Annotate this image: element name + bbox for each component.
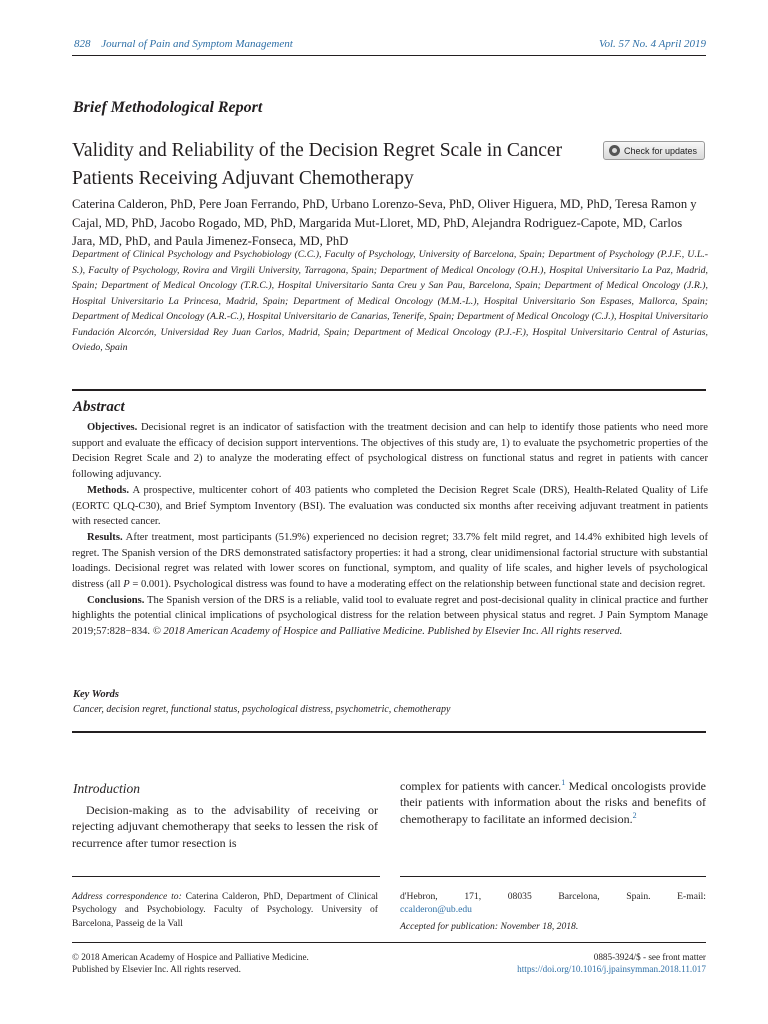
footnote-rule-right xyxy=(400,876,706,877)
introduction-heading: Introduction xyxy=(73,781,140,796)
intro-paragraph-continued xyxy=(400,778,706,827)
header-divider xyxy=(72,55,706,56)
address-word: 08035 xyxy=(507,891,532,902)
footer-rule xyxy=(72,942,706,943)
methods-label: Methods. xyxy=(87,484,130,496)
copyright-footer xyxy=(72,951,309,976)
address-word: Spain. xyxy=(626,891,651,902)
keywords-text: Cancer, decision regret, functional status, psychological distress, psychometric, chemotherapy xyxy=(73,704,451,715)
reference-link-1[interactable]: 1 xyxy=(561,778,566,787)
citation: J Pain Symptom Manage 2019;57:828−834. xyxy=(72,610,708,638)
running-header-left xyxy=(74,38,293,50)
affiliations: Department of Clinical Psychology and Psychobiology (C.C.), Faculty of Psychology, University of Barcelona, Spain; Department of Psychology (P.J.F., U.L.-S.), Faculty of Psychology, Rovira and Virgili University, Tarragona, Spain; Department of Medical Oncology (O.H.), Hospital Universitario La Paz, Madrid, Spain; Department of Medical Oncology (T.R.C.), Hospital Universitario Santa Creu y San Pau, Barcelona, Spain; Department of Medical Oncology (J.R.), Hospital Universitario La Princesa, Madrid, Spain; Department of Medical Oncology (M.M.-L.), Hospital Universitario Son Espases, Mallorca, Spain; Department of Medical Oncology (A.R.-C.), Hospital Universitario de Canarias, Tenerife, Spain; Department of Medical Oncology (C.J.), Hospital Universitario Fundación Alcorcón, Universidad Rey Juan Carlos, Madrid, Spain; Department of Medical Oncology (P.J.-F.), Hospital Universitario Central of Asturias, Oviedo, Spain xyxy=(72,249,708,353)
address-word: 171, xyxy=(464,891,482,902)
objectives-label: Objectives. xyxy=(87,422,138,433)
results-text-a: After treatment, most participants (51.9%) experienced no decision regret; 33.7% felt mild regret, and 14.4% exhibited high levels of regret. The Spanish version of the DRS demonstrated satisfactory properties: it had a strong, clear unidimensional factorial structure with substantial loadings. Decisional regret was related with lower scores on functional, symptom, and quality of life scales, and higher levels of psychological distress (all xyxy=(72,531,708,591)
results-text-b: = 0.001). Psychological distress was found to have a moderating effect on the relationship between functional state and decision regret. xyxy=(129,579,706,591)
intro-paragraph: Decision-making as to the advisability of receiving or rejecting adjuvant chemotherapy that seeks to lessen the risk of recurrence after tumor resection is xyxy=(72,803,378,850)
keywords-bottom-rule xyxy=(72,731,706,733)
doi-link[interactable]: https://doi.org/10.1016/j.jpainsymman.2018.11.017 xyxy=(517,964,706,975)
copyright-line-1: © 2018 American Academy of Hospice and Palliative Medicine. xyxy=(72,952,309,962)
article-type: Brief Methodological Report xyxy=(73,99,263,116)
abstract-results xyxy=(72,530,708,593)
intro-left-column xyxy=(72,802,378,851)
address-label: Address correspondence to: xyxy=(72,891,182,902)
address-word: d'Hebron, xyxy=(400,891,438,902)
conclusions-label: Conclusions. xyxy=(87,594,145,606)
check-updates-label: Check for updates xyxy=(624,145,698,156)
issue-info: Vol. 57 No. 4 April 2019 xyxy=(598,38,706,50)
keywords-heading: Key Words xyxy=(73,689,119,700)
accepted-date: Accepted for publication: November 18, 2018. xyxy=(400,920,579,932)
copyright-line-2: Published by Elsevier Inc. All rights reserved. xyxy=(72,964,241,975)
article-title: Validity and Reliability of the Decision Regret Scale in Cancer Patients Receiving Adjuvant Chemotherapy xyxy=(72,140,563,189)
objectives-text: Decisional regret is an indicator of satisfaction with the treatment decision and can help to identify those patients who need more support and evaluate the efficacy of decision support interventions. The objectives of this study are, 1) to evaluate the psychometric properties of the Decision Regret Scale and 2) to analyze the moderating effect of psychological distress on functional status and regret in patients with cancer following adjuvancy. xyxy=(72,422,708,481)
issn: 0885-3924/$ - see front matter xyxy=(593,952,706,962)
address-continued xyxy=(400,890,706,903)
abstract-body xyxy=(72,420,708,640)
results-label: Results. xyxy=(87,531,123,543)
journal-name[interactable]: Journal of Pain and Symptom Management xyxy=(101,38,293,50)
abstract-conclusions xyxy=(72,593,708,640)
methods-text: A prospective, multicenter cohort of 403 patients who completed the Decision Regret Scale (DRS), Health-Related Quality of Life (EORTC QLQ-C30), and Brief Symptom Inventory (BSI). The evaluation was conducted six months after receiving adjuvant treatment in patients with resected cancer. xyxy=(72,484,708,528)
correspondence-footnote-continued xyxy=(400,890,706,933)
reference-link-2[interactable]: 2 xyxy=(632,810,637,820)
intro-right-column xyxy=(400,778,706,827)
author-list: Caterina Calderon, PhD, Pere Joan Ferrando, PhD, Urbano Lorenzo-Seva, PhD, Oliver Higuera, MD, PhD, Teresa Ramon y Cajal, MD, PhD, Jacobo Rogado, MD, PhD, Margarida Mut-Lloret, MD, PhD, Alejandra Rodriguez-Capote, MD, Carlos Jara, MD, PhD, and Paula Jimenez-Fonseca, MD, PhD xyxy=(72,197,697,248)
abstract-copyright: © 2018 American Academy of Hospice and Palliative Medicine. Published by Elsevier Inc. All rights reserved. xyxy=(152,626,623,638)
abstract-heading: Abstract xyxy=(73,399,125,415)
address-word: Barcelona, xyxy=(558,891,600,902)
conclusions-text: The Spanish version of the DRS is a reliable, valid tool to evaluate regret and post-decisional quality in clinical practice and further highlights the potential clinical implications of psychological distress for the relation between physical status and regret. xyxy=(72,594,708,622)
results-p-symbol: P xyxy=(123,579,130,591)
correspondence-footnote xyxy=(72,890,378,930)
address-text: Caterina Calderon, PhD, Department of Clinical Psychology and Psychobiology. Faculty of Psychology. University of Barcelona, Passeig de la Vall xyxy=(72,891,378,929)
abstract-objectives xyxy=(72,420,708,483)
email-link[interactable]: ccalderon@ub.edu xyxy=(400,904,472,916)
footnote-rule-left xyxy=(72,876,380,877)
intro-text-a: complex for patients with cancer. xyxy=(400,779,562,793)
check-updates-icon xyxy=(609,145,620,156)
intro-text-b: Medical oncologists provide their patients with information about the risks and benefits of chemotherapy to facilitate an informed decision. xyxy=(400,779,707,826)
address-word: E-mail: xyxy=(677,891,706,902)
check-for-updates-button[interactable] xyxy=(603,141,705,160)
issn-doi-block xyxy=(517,951,706,976)
abstract-methods xyxy=(72,483,708,530)
abstract-top-rule xyxy=(72,389,706,391)
page-number: 828 xyxy=(74,38,91,50)
